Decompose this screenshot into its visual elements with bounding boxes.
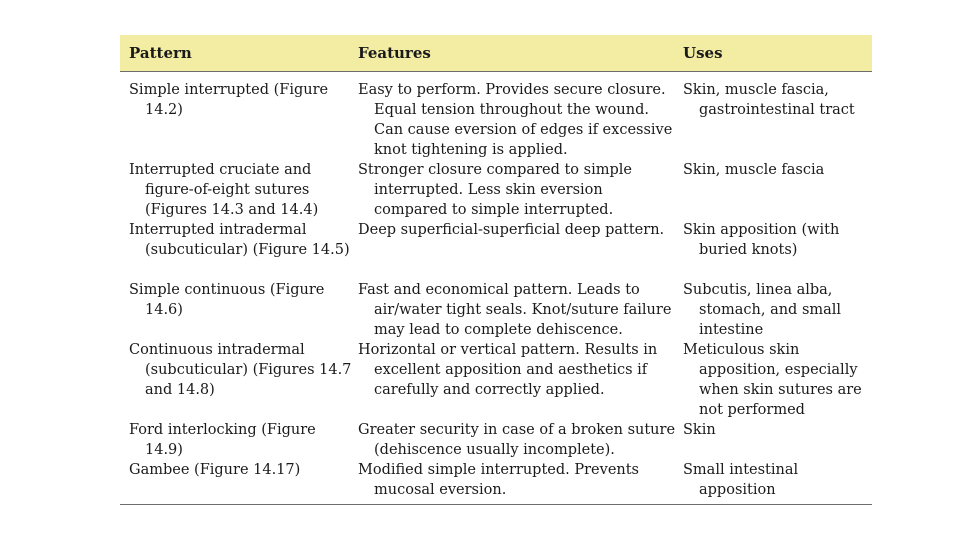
cell-uses: Skin, muscle fascia [683, 162, 825, 178]
cell-pattern: Interrupted cruciate and figure-of-eight sutures (Figures 14.3 and 14.4) [129, 162, 319, 218]
table-body [120, 72, 872, 500]
table-row [120, 280, 872, 340]
header-features: Features [358, 44, 431, 62]
cell-uses: Skin apposition (with buried knots) [683, 222, 840, 258]
cell-pattern: Continuous intradermal (subcuticular) (Figures 14.7 and 14.8) [129, 342, 352, 398]
table-bottom-rule [120, 504, 872, 505]
cell-uses: Small intestinal apposition [683, 462, 799, 498]
cell-pattern: Simple interrupted (Figure 14.2) [129, 82, 329, 118]
table-row [120, 80, 872, 160]
cell-pattern: Interrupted intradermal (subcuticular) (Figure 14.5) [129, 222, 350, 258]
header-pattern: Pattern [129, 44, 192, 62]
cell-uses: Meticulous skin apposition, especially when skin sutures are not performed [683, 342, 862, 418]
cell-uses: Subcutis, linea alba, stomach, and small intestine [683, 282, 842, 338]
cell-features: Fast and economical pattern. Leads to air/water tight seals. Knot/suture failure may lead to complete dehiscence. [358, 282, 672, 338]
cell-uses: Skin [683, 422, 716, 438]
table-row [120, 460, 872, 500]
cell-pattern: Simple continuous (Figure 14.6) [129, 282, 325, 318]
table-row [120, 420, 872, 460]
cell-pattern: Ford interlocking (Figure 14.9) [129, 422, 316, 458]
cell-uses: Skin, muscle fascia, gastrointestinal tract [683, 82, 855, 118]
table-row [120, 340, 872, 420]
cell-features: Stronger closure compared to simple interrupted. Less skin eversion compared to simple interrupted. [358, 162, 632, 218]
cell-features: Deep superficial-superficial deep pattern. [358, 222, 665, 238]
suture-pattern-table [120, 35, 872, 500]
header-uses: Uses [683, 44, 723, 62]
table-header [120, 35, 872, 72]
table-row [120, 220, 872, 280]
cell-features: Horizontal or vertical pattern. Results in excellent apposition and aesthetics if carefully and correctly applied. [358, 342, 658, 398]
cell-features: Greater security in case of a broken suture (dehiscence usually incomplete). [358, 422, 676, 458]
cell-pattern: Gambee (Figure 14.17) [129, 462, 301, 478]
table-row [120, 160, 872, 220]
cell-features: Easy to perform. Provides secure closure. Equal tension throughout the wound. Can cause eversion of edges if excessive knot tightening is applied. [358, 82, 673, 158]
cell-features: Modified simple interrupted. Prevents mucosal eversion. [358, 462, 640, 498]
